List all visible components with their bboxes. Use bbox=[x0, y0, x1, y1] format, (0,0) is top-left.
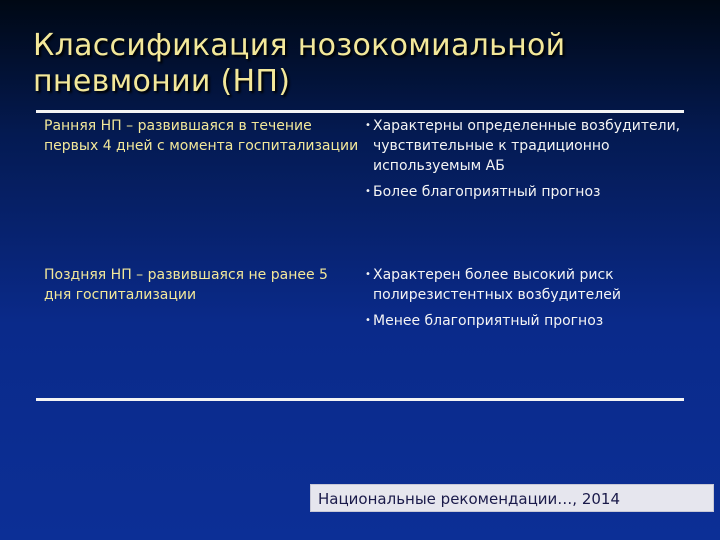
early-np-definition: Ранняя НП – развившаяся в течение первых 4 дней с момента госпитализации bbox=[44, 118, 359, 154]
source-citation: Национальные рекомендации…, 2014 bbox=[310, 484, 714, 512]
list-item-text: Характерен более высокий риск полирезистентных возбудителей bbox=[373, 267, 621, 303]
list-item bbox=[365, 116, 685, 176]
early-np-characteristics bbox=[365, 116, 685, 208]
list-item-text: Менее благоприятный прогноз bbox=[373, 313, 604, 329]
list-item bbox=[365, 182, 685, 202]
slide-title: Классификация нозокомиальной пневмонии (НП) bbox=[33, 28, 566, 99]
bullet-icon: • bbox=[365, 120, 371, 131]
late-np-definition: Поздняя НП – развившаяся не ранее 5 дня госпитализации bbox=[44, 267, 328, 303]
list-item bbox=[365, 265, 685, 305]
list-item-text: Более благоприятный прогноз bbox=[373, 184, 601, 200]
late-np-characteristics bbox=[365, 265, 685, 337]
bullet-icon: • bbox=[365, 315, 371, 326]
bullet-icon: • bbox=[365, 186, 371, 197]
bullet-icon: • bbox=[365, 269, 371, 280]
table-top-rule bbox=[36, 110, 684, 113]
table-bottom-rule bbox=[36, 398, 684, 401]
list-item bbox=[365, 311, 685, 331]
list-item-text: Характерны определенные возбудители, чувствительные к традиционно используемым АБ bbox=[373, 118, 681, 174]
